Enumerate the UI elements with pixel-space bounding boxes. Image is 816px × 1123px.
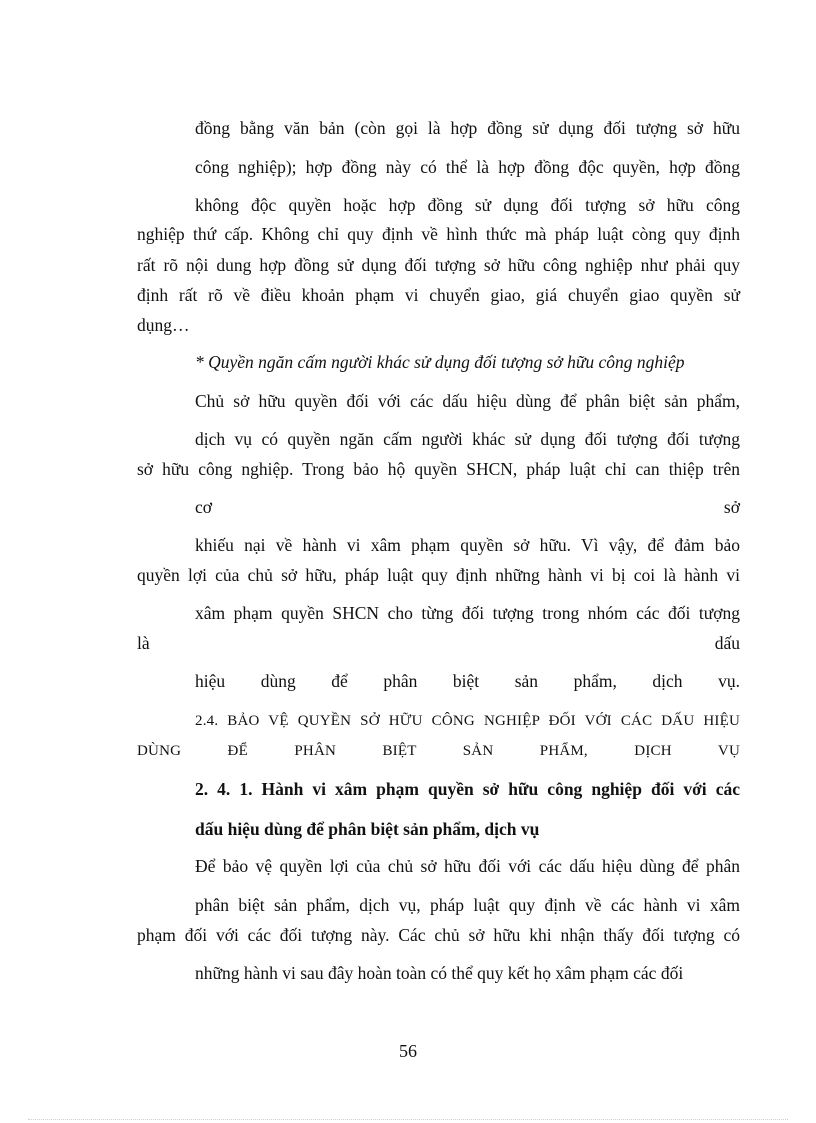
body-line-15: xâm phạm quyền SHCN cho từng đối tượng trong nhóm các đối tượng — [195, 603, 740, 623]
section-heading-line-2: DÙNG ĐỂ PHÂN BIỆT SẢN PHẨM, DỊCH VỤ — [137, 743, 740, 759]
body-line-9: Chủ sở hữu quyền đối với các dấu hiệu dùng để phân biệt sản phẩm, — [195, 391, 740, 411]
subsection-heading-line-1: 2. 4. 1. Hành vi xâm phạm quyền sở hữu công nghiệp đối với các — [195, 779, 740, 799]
body-line-1: đồng bằng văn bản (còn gọi là hợp đồng sử dụng đối tượng sở hữu — [195, 118, 740, 138]
body-line-25: những hành vi sau đây hoàn toàn có thể quy kết họ xâm phạm các đối — [195, 963, 684, 983]
body-line-11: sở hữu công nghiệp. Trong bảo hộ quyền SHCN, pháp luật chỉ can thiệp trên — [137, 459, 740, 479]
body-line-14: quyền lợi của chủ sở hữu, pháp luật quy định những hành vi bị coi là hành vi — [137, 565, 740, 585]
body-line-10: dịch vụ có quyền ngăn cấm người khác sử dụng đối tượng đối tượng — [195, 429, 740, 449]
section-heading-line-1: 2.4. BẢO VỆ QUYỀN SỞ HỮU CÔNG NGHIỆP ĐỐI VỚI CÁC DẤU HIỆU — [195, 713, 740, 729]
body-line-22: Để bảo vệ quyền lợi của chủ sở hữu đối với các dấu hiệu dùng để phân — [195, 856, 740, 876]
body-line-4: nghiệp thứ cấp. Không chỉ quy định về hình thức mà pháp luật còng quy định — [137, 224, 740, 244]
body-line-16: là dấu — [137, 633, 740, 653]
page-number: 56 — [399, 1041, 417, 1061]
subsection-heading-line-2: dấu hiệu dùng để phân biệt sản phẩm, dịch vụ — [195, 819, 540, 839]
body-line-17: hiệu dùng để phân biệt sản phẩm, dịch vụ. — [195, 671, 740, 691]
body-line-7: dụng… — [137, 315, 190, 335]
body-line-6: định rất rõ về điều khoản phạm vi chuyển giao, giá chuyển giao quyền sử — [137, 285, 740, 305]
body-line-3: không độc quyền hoặc hợp đồng sử dụng đối tượng sở hữu công — [195, 195, 740, 215]
body-line-2: công nghiệp); hợp đồng này có thể là hợp đồng độc quyền, hợp đồng — [195, 157, 740, 177]
body-line-23: phân biệt sản phẩm, dịch vụ, pháp luật quy định về các hành vi xâm — [195, 895, 740, 915]
body-line-13: khiếu nại về hành vi xâm phạm quyền sở hữu. Vì vậy, để đảm bảo — [195, 535, 740, 555]
bottom-divider — [28, 1119, 788, 1120]
body-line-24: phạm đối với các đối tượng này. Các chủ sở hữu khi nhận thấy đối tượng có — [137, 925, 740, 945]
section-subtitle: * Quyền ngăn cấm người khác sử dụng đối tượng sở hữu công nghiệp — [195, 352, 685, 372]
body-line-5: rất rõ nội dung hợp đồng sử dụng đối tượng sở hữu công nghiệp như phải quy — [137, 255, 740, 275]
body-line-12: cơ sở — [195, 497, 740, 517]
